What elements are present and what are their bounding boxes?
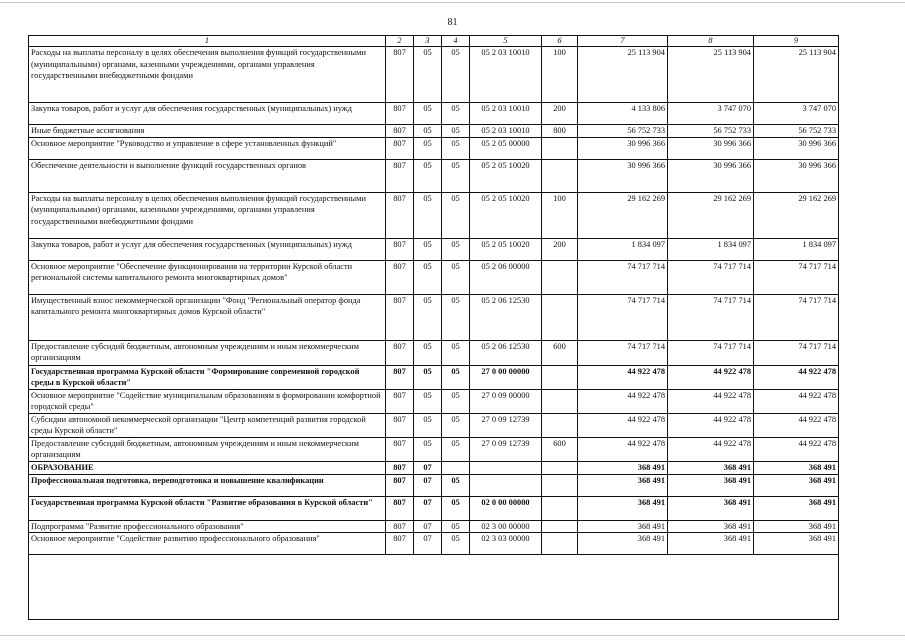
scan-edge-bottom [0, 635, 905, 636]
cell-amount-1: 44 922 478 [578, 413, 668, 437]
col-header: 5 [470, 36, 542, 47]
cell-subsection: 05 [442, 365, 470, 389]
cell-target-article [470, 474, 542, 496]
cell-subsection: 05 [442, 125, 470, 138]
cell-subsection: 05 [442, 389, 470, 413]
cell-target-article: 05 2 05 00000 [470, 137, 542, 159]
cell-section: 05 [414, 294, 442, 340]
cell-expense-type [542, 137, 578, 159]
table-row [29, 474, 839, 496]
table-row [29, 103, 839, 125]
cell-subsection: 05 [442, 159, 470, 192]
table-row [29, 192, 839, 238]
cell-amount-3: 56 752 733 [754, 125, 839, 138]
table-row [29, 413, 839, 437]
cell-subsection: 05 [442, 520, 470, 533]
cell-amount-1: 44 922 478 [578, 437, 668, 461]
col-header: 7 [578, 36, 668, 47]
cell-admin-code: 807 [386, 125, 414, 138]
cell-amount-3: 30 996 366 [754, 159, 839, 192]
cell-name: Субсидии автономной некоммерческой организации "Центр компетенций развития городской среды Курской области" [29, 413, 386, 437]
cell-amount-3: 368 491 [754, 474, 839, 496]
cell-subsection: 05 [442, 137, 470, 159]
cell-subsection: 05 [442, 533, 470, 555]
cell-expense-type [542, 533, 578, 555]
col-header: 3 [414, 36, 442, 47]
cell-admin-code: 807 [386, 437, 414, 461]
cell-amount-2: 368 491 [668, 533, 754, 555]
cell-admin-code: 807 [386, 192, 414, 238]
cell-amount-1: 74 717 714 [578, 260, 668, 294]
col-header: 8 [668, 36, 754, 47]
cell-name: Обеспечение деятельности и выполнение функций государственных органов [29, 159, 386, 192]
cell-expense-type: 600 [542, 437, 578, 461]
cell-section: 05 [414, 103, 442, 125]
cell-target-article: 05 2 03 10010 [470, 103, 542, 125]
cell-amount-1: 56 752 733 [578, 125, 668, 138]
cell-subsection: 05 [442, 192, 470, 238]
cell-admin-code: 807 [386, 474, 414, 496]
cell-amount-3: 29 162 269 [754, 192, 839, 238]
header-row [29, 36, 839, 47]
cell-expense-type: 600 [542, 340, 578, 365]
cell-expense-type [542, 461, 578, 474]
cell-amount-2: 74 717 714 [668, 294, 754, 340]
cell-target-article: 27 0 09 12739 [470, 437, 542, 461]
cell-amount-3: 44 922 478 [754, 413, 839, 437]
table-row [29, 496, 839, 520]
cell-admin-code: 807 [386, 520, 414, 533]
cell-expense-type: 100 [542, 47, 578, 103]
table-row [29, 533, 839, 555]
cell-amount-1: 44 922 478 [578, 365, 668, 389]
cell-name: Основное мероприятие "Руководство и управление в сфере установленных функций" [29, 137, 386, 159]
cell-amount-1: 4 133 806 [578, 103, 668, 125]
cell-name: Имущественный взнос некоммерческой организации "Фонд "Региональный оператор фонда капитального ремонта многоквартирных домов Курской области" [29, 294, 386, 340]
cell-amount-1: 368 491 [578, 496, 668, 520]
cell-section: 05 [414, 437, 442, 461]
cell-name: Подпрограмма "Развитие профессионального образования" [29, 520, 386, 533]
cell-amount-3: 368 491 [754, 461, 839, 474]
cell-amount-2: 30 996 366 [668, 137, 754, 159]
cell-section: 05 [414, 125, 442, 138]
cell-amount-2: 44 922 478 [668, 365, 754, 389]
cell-name: Государственная программа Курской области "Развитие образования в Курской области" [29, 496, 386, 520]
cell-admin-code: 807 [386, 533, 414, 555]
cell-section: 07 [414, 520, 442, 533]
cell-expense-type [542, 294, 578, 340]
cell-subsection: 05 [442, 260, 470, 294]
cell-amount-1: 74 717 714 [578, 294, 668, 340]
cell-admin-code: 807 [386, 461, 414, 474]
cell-target-article: 05 2 03 10010 [470, 47, 542, 103]
cell-amount-2: 368 491 [668, 520, 754, 533]
cell-target-article: 02 3 03 00000 [470, 533, 542, 555]
cell-section: 05 [414, 159, 442, 192]
cell-target-article [470, 461, 542, 474]
cell-amount-1: 368 491 [578, 474, 668, 496]
cell-expense-type: 200 [542, 103, 578, 125]
cell-amount-1: 30 996 366 [578, 159, 668, 192]
cell-admin-code: 807 [386, 103, 414, 125]
cell-target-article: 05 2 06 00000 [470, 260, 542, 294]
cell-section: 05 [414, 192, 442, 238]
cell-section: 07 [414, 474, 442, 496]
cell-amount-3: 74 717 714 [754, 294, 839, 340]
cell-subsection: 05 [442, 474, 470, 496]
cell-section: 05 [414, 365, 442, 389]
cell-expense-type: 100 [542, 192, 578, 238]
cell-amount-3: 44 922 478 [754, 365, 839, 389]
budget-table [28, 35, 839, 555]
cell-name: ОБРАЗОВАНИЕ [29, 461, 386, 474]
cell-admin-code: 807 [386, 137, 414, 159]
cell-section: 05 [414, 413, 442, 437]
cell-amount-3: 44 922 478 [754, 437, 839, 461]
cell-section: 05 [414, 47, 442, 103]
cell-amount-3: 368 491 [754, 533, 839, 555]
cell-amount-2: 368 491 [668, 461, 754, 474]
cell-target-article: 27 0 09 00000 [470, 389, 542, 413]
cell-expense-type [542, 520, 578, 533]
cell-amount-2: 74 717 714 [668, 260, 754, 294]
cell-section: 05 [414, 137, 442, 159]
cell-amount-1: 1 834 097 [578, 238, 668, 260]
table-row [29, 437, 839, 461]
cell-expense-type [542, 474, 578, 496]
cell-amount-2: 368 491 [668, 474, 754, 496]
col-header: 1 [29, 36, 386, 47]
cell-expense-type [542, 389, 578, 413]
cell-amount-3: 74 717 714 [754, 260, 839, 294]
cell-target-article: 05 2 05 10020 [470, 238, 542, 260]
cell-section: 05 [414, 340, 442, 365]
cell-admin-code: 807 [386, 294, 414, 340]
cell-amount-2: 44 922 478 [668, 389, 754, 413]
cell-name: Предоставление субсидий бюджетным, автономным учреждениям и иным некоммерческим организациям [29, 340, 386, 365]
cell-section: 05 [414, 238, 442, 260]
cell-subsection: 05 [442, 496, 470, 520]
cell-subsection [442, 461, 470, 474]
cell-amount-2: 3 747 070 [668, 103, 754, 125]
cell-section: 07 [414, 496, 442, 520]
cell-subsection: 05 [442, 238, 470, 260]
cell-admin-code: 807 [386, 365, 414, 389]
table-row [29, 365, 839, 389]
cell-expense-type [542, 365, 578, 389]
cell-name: Основное мероприятие "Содействие развитию профессионального образования" [29, 533, 386, 555]
cell-name: Закупка товаров, работ и услуг для обеспечения государственных (муниципальных) нужд [29, 238, 386, 260]
col-header: 2 [386, 36, 414, 47]
cell-section: 07 [414, 461, 442, 474]
cell-amount-2: 44 922 478 [668, 437, 754, 461]
cell-name: Основное мероприятие "Содействие муниципальным образованиям в формировании комфортной городской среды" [29, 389, 386, 413]
table-row [29, 137, 839, 159]
table-row [29, 461, 839, 474]
cell-amount-3: 44 922 478 [754, 389, 839, 413]
cell-expense-type [542, 496, 578, 520]
cell-admin-code: 807 [386, 260, 414, 294]
cell-amount-3: 1 834 097 [754, 238, 839, 260]
cell-name: Закупка товаров, работ и услуг для обеспечения государственных (муниципальных) нужд [29, 103, 386, 125]
cell-section: 05 [414, 389, 442, 413]
cell-target-article: 05 2 06 12530 [470, 294, 542, 340]
cell-name: Предоставление субсидий бюджетным, автономным учреждениям и иным некоммерческим организациям [29, 437, 386, 461]
cell-name: Государственная программа Курской области "Формирование современной городской среды в Курской области" [29, 365, 386, 389]
cell-amount-1: 368 491 [578, 520, 668, 533]
cell-subsection: 05 [442, 340, 470, 365]
table-row [29, 238, 839, 260]
cell-amount-3: 74 717 714 [754, 340, 839, 365]
cell-amount-3: 368 491 [754, 496, 839, 520]
cell-amount-3: 30 996 366 [754, 137, 839, 159]
cell-amount-1: 368 491 [578, 533, 668, 555]
table-row [29, 389, 839, 413]
cell-target-article: 27 0 00 00000 [470, 365, 542, 389]
cell-amount-2: 25 113 904 [668, 47, 754, 103]
cell-expense-type [542, 260, 578, 294]
cell-expense-type [542, 413, 578, 437]
cell-admin-code: 807 [386, 413, 414, 437]
cell-amount-2: 368 491 [668, 496, 754, 520]
cell-admin-code: 807 [386, 238, 414, 260]
cell-target-article: 05 2 06 12530 [470, 340, 542, 365]
cell-admin-code: 807 [386, 389, 414, 413]
cell-target-article: 02 3 00 00000 [470, 520, 542, 533]
cell-target-article: 27 0 09 12739 [470, 413, 542, 437]
cell-name: Иные бюджетные ассигнования [29, 125, 386, 138]
cell-section: 07 [414, 533, 442, 555]
cell-amount-2: 74 717 714 [668, 340, 754, 365]
table-row [29, 47, 839, 103]
table-row [29, 159, 839, 192]
cell-admin-code: 807 [386, 47, 414, 103]
cell-amount-1: 74 717 714 [578, 340, 668, 365]
cell-subsection: 05 [442, 413, 470, 437]
col-header: 6 [542, 36, 578, 47]
cell-amount-2: 29 162 269 [668, 192, 754, 238]
table-row [29, 260, 839, 294]
cell-name: Расходы на выплаты персоналу в целях обеспечения выполнения функций государственными (муниципальными) органами, казенными учреждениями, органами управления государственными внебюджетными фондами [29, 192, 386, 238]
cell-amount-1: 25 113 904 [578, 47, 668, 103]
table-row [29, 520, 839, 533]
cell-amount-2: 56 752 733 [668, 125, 754, 138]
cell-amount-3: 3 747 070 [754, 103, 839, 125]
page-number: 81 [447, 17, 458, 28]
table-row [29, 125, 839, 138]
cell-amount-1: 29 162 269 [578, 192, 668, 238]
cell-amount-1: 44 922 478 [578, 389, 668, 413]
cell-name: Расходы на выплаты персоналу в целях обеспечения выполнения функций государственными (муниципальными) органами, казенными учреждениями, органами управления государственными внебюджетными фондами [29, 47, 386, 103]
cell-target-article: 05 2 05 10020 [470, 159, 542, 192]
col-header: 9 [754, 36, 839, 47]
cell-admin-code: 807 [386, 496, 414, 520]
cell-name: Основное мероприятие "Обеспечение функционирования на территории Курской области региональной системы капитального ремонта многоквартирных домов" [29, 260, 386, 294]
cell-expense-type: 800 [542, 125, 578, 138]
cell-amount-2: 44 922 478 [668, 413, 754, 437]
cell-subsection: 05 [442, 103, 470, 125]
cell-expense-type [542, 159, 578, 192]
cell-amount-2: 30 996 366 [668, 159, 754, 192]
cell-expense-type: 200 [542, 238, 578, 260]
col-header: 4 [442, 36, 470, 47]
cell-admin-code: 807 [386, 340, 414, 365]
cell-section: 05 [414, 260, 442, 294]
cell-amount-3: 25 113 904 [754, 47, 839, 103]
cell-target-article: 05 2 03 10010 [470, 125, 542, 138]
table-row [29, 294, 839, 340]
cell-admin-code: 807 [386, 159, 414, 192]
cell-amount-3: 368 491 [754, 520, 839, 533]
cell-amount-1: 30 996 366 [578, 137, 668, 159]
cell-name: Профессиональная подготовка, переподготовка и повышение квалификации [29, 474, 386, 496]
table-row [29, 340, 839, 365]
cell-subsection: 05 [442, 47, 470, 103]
scan-edge-top [0, 2, 905, 3]
cell-subsection: 05 [442, 294, 470, 340]
cell-subsection: 05 [442, 437, 470, 461]
cell-target-article: 05 2 05 10020 [470, 192, 542, 238]
cell-target-article: 02 0 00 00000 [470, 496, 542, 520]
cell-amount-1: 368 491 [578, 461, 668, 474]
cell-amount-2: 1 834 097 [668, 238, 754, 260]
